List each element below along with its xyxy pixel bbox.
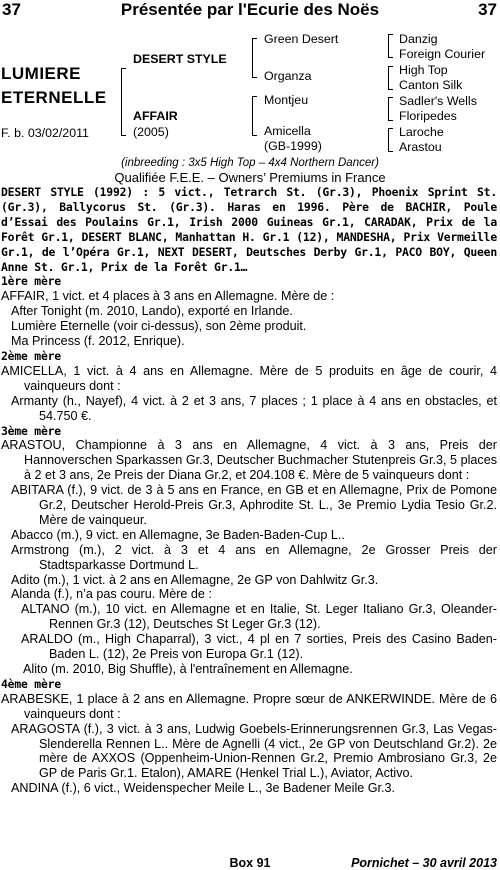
produce-item: Armstrong (m.), 2 vict. à 3 et 4 ans en Allemagne, 2e Grosser Preis der Stadtsparkasse Dortmund L. [11,542,497,572]
bracket-ds [388,97,393,121]
sale-place-date: Pornichet – 30 avril 2013 [351,856,497,870]
ped-ssd: Foreign Courier [399,47,486,61]
bracket-ss [388,34,393,58]
dam-4-line: ARABESKE, 1 place à 2 ans en Allemagne. Propre sœur de ANKERWINDE. Mère de 6 vainqueurs dont : [1,691,497,721]
section-heading-2: 2ème mère [1,348,61,363]
section-heading-4: 4ème mère [1,676,61,691]
produce-item: ABITARA (f.), 9 vict. de 3 à 5 ans en France, en GB et en Allemagne, Prix de Pomone Gr.2, Deutscher Herold-Preis Gr.3, Aphrodite St. L., 3e Premio Lydia Tesio Gr.2. Mère de vainqueur. [11,483,497,527]
bracket-sire [252,38,257,78]
sire-paragraph: DESERT STYLE (1992) : 5 vict., Tetrarch St. (Gr.3), Phoenix Sprint St. (Gr.3), Ballycorus St. (Gr.3). Haras en 1996. Père de BACHIR, Poule d’Essai des Poulains Gr.1, Irish 2000 Guineas Gr.1, CARADAK, Prix de la Forêt Gr.1, DESERT BLANC, Manhattan H. Gr.1 (12), MANDESHA, Prix Vermeille Gr.1, de l’Opéra Gr.1, NEXT DESERT, Deutsches Derby Gr.1, PACO BOY, Queen Anne St. Gr.1, Prix de la Forêt Gr.1… [1,185,497,274]
produce-item: Lumière Eternelle (voir ci-dessus), son 2ème produit. [11,319,307,334]
ped-sds: High Top [399,63,448,77]
horse-info: F. b. 03/02/2011 [1,126,89,140]
horse-name-line2: ETERNELLE [1,88,107,107]
dam-2-line: AMICELLA, 1 vict. à 4 ans en Allemagne. Mère de 5 produits en âge de courir, 4 vainqueurs dont : [1,363,497,393]
qualification-note: Qualifiée F.E.E. – Owners’ Premiums in France [114,170,386,185]
dam-1-line: AFFAIR, 1 vict. et 4 places à 3 ans en Allemagne. Mère de : [1,289,335,304]
bracket-sd [388,66,393,90]
page-header [0,0,500,20]
page-title: Présentée par l'Ecurie des Noës [120,0,380,19]
produce-item: ARAGOSTA (f.), 3 vict. à 3 ans, Ludwig Goebels-Erinnerungsrennen Gr.3, Las Vegas-Slenderella Rennen L.. Mère de Agnelli (4 vict., 2e GP von Deutschland Gr.2). 2e mère de AXXOS (Oppenheim-Union-Rennen Gr.2, Premio Ambrosiano Gr.3, 2e GP de Paris Gr.1. Etalon), AMARE (Henkel Trial L.), Aviator, Activo. [11,721,497,781]
catalogue-body [1,185,497,796]
produce-item: ANDINA (f.), 6 vict., Weidenspecher Meile L., 3e Badener Meile Gr.3. [11,781,396,796]
page-footer [0,856,500,870]
produce-item: Armanty (h., Nayef), 4 vict. à 2 et 3 ans, 7 places ; 1 place à 4 ans en obstacles, et 54.750 €. [11,393,497,423]
bracket-gen1 [121,68,126,136]
grand-produce-item: Alito (m. 2010, Big Shuffle), à l'entraînement en Allemagne. [23,662,353,676]
produce-item: Adito (m.), 1 vict. à 2 ans en Allemagne, 2e GP von Dahlwitz Gr.3. [11,572,379,587]
sire-dam: Organza [264,69,312,83]
sire-sire: Green Desert [264,32,339,46]
inbreeding-note: (inbreeding : 3x5 High Top – 4x4 Northern Dancer) [121,157,379,169]
horse-name-line1: LUMIERE [1,64,81,83]
grand-produce-item: ALTANO (m.), 10 vict. en Allemagne et en Italie, St. Leger Italiano Gr.3, Oleander-Rennen Gr.3 (12), Deutsches St Leger Gr.3 (12). [21,602,497,632]
ped-sdd: Canton Silk [399,78,463,92]
dam-year: (2005) [133,125,169,139]
produce-item: After Tonight (m. 2010, Lando), exporté en Irlande. [11,304,293,319]
section-heading-1: 1ère mère [1,274,61,289]
produce-item: Abacco (m.), 9 vict. en Allemagne, 3e Baden-Baden-Cup L.. [11,527,345,542]
ped-dds: Laroche [399,125,444,139]
sire-name: DESERT STYLE [133,52,227,66]
section-heading-3: 3ème mère [1,423,61,438]
ped-dss: Sadler's Wells [399,94,477,108]
produce-item: Ma Princess (f. 2012, Enrique). [11,334,185,349]
grand-produce-item: ARALDO (m., High Chaparral), 3 vict., 4 pl en 7 sorties, Preis des Casino Baden-Baden L. (12), 2e Preis von Europa Gr.1 (12). [21,632,497,662]
bracket-dd [388,128,393,152]
dam-name: AFFAIR [133,109,178,123]
ped-sss: Danzig [399,32,438,46]
lot-number-right: 37 [478,0,497,19]
ped-dsd: Floripedes [399,109,457,123]
dam-dam: Amicella [264,124,311,138]
dam-sire: Montjeu [264,93,309,107]
dam-3-line: ARASTOU, Championne à 3 ans en Allemagne, 4 vict. à 3 ans, Preis der Hannoverschen Sparkassen Gr.3, Deutscher Buchmacher Stutenpreis Gr.3, 5 places à 2 et 3 ans, 2e Preis der Diana Gr.2, et 204.108 €. Mère de 5 vainqueurs dont : [1,438,497,483]
produce-item: Alanda (f.), n’a pas couru. Mère de : [11,587,212,602]
bracket-dam [252,96,257,136]
dam-dam-info: (GB-1999) [264,139,322,153]
ped-ddd: Arastou [399,140,442,154]
box-number: Box 91 [229,856,271,870]
pedigree-table [0,28,500,156]
lot-number-left: 37 [2,0,21,19]
